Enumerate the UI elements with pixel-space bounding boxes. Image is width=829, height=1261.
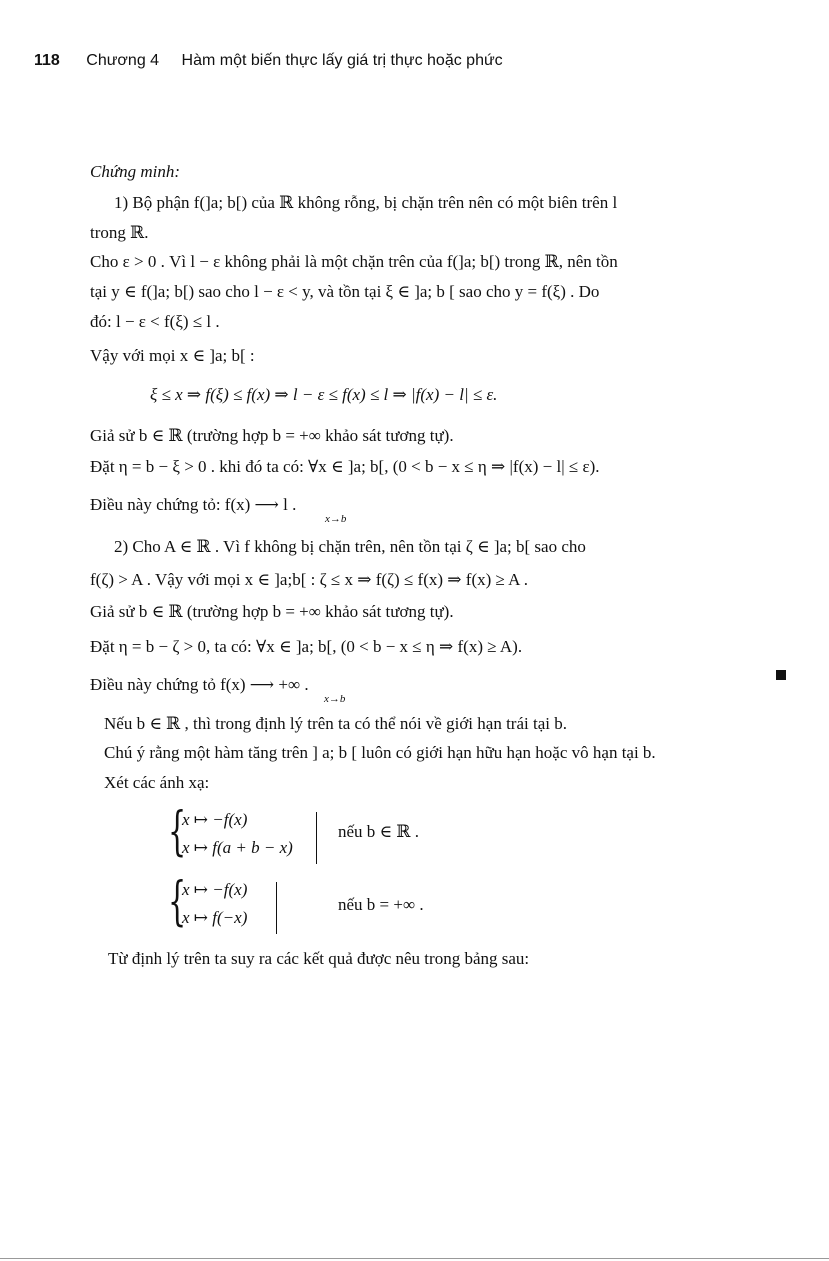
- limit-subscript-1: x→b: [325, 513, 347, 525]
- left-brace: {: [168, 872, 187, 932]
- map-1-row-1: x ↦ −f(x): [182, 810, 248, 829]
- chapter-label: Chương 4: [86, 52, 160, 69]
- map-2-row-2: x ↦ f(−x): [182, 908, 248, 927]
- text-line-13: Đặt η = b − ζ > 0, ta có: ∀x ∈ ]a; b[, (0 < b − x ≤ η ⇒ f(x) ≥ A).: [90, 637, 523, 656]
- text-line-1: 1) Bộ phận f(]a; b[) của ℝ không rỗng, bị chặn trên nên có một biên trên l: [114, 193, 618, 212]
- map-2-row-1: x ↦ −f(x): [182, 880, 248, 899]
- text-line-18: Từ định lý trên ta suy ra các kết quả được nêu trong bảng sau:: [108, 949, 530, 968]
- text-line-10: 2) Cho A ∈ ℝ . Vì f không bị chặn trên, nên tồn tại ζ ∈ ]a; b[ sao cho: [114, 537, 586, 556]
- conclusion-1: Điều này chứng tỏ: f(x) ⟶ l .: [90, 495, 297, 514]
- page-bottom-edge: [0, 1258, 829, 1259]
- map-2-condition: nếu b = +∞ .: [338, 895, 424, 914]
- proof-label: Chứng minh:: [90, 162, 181, 181]
- text-line-17: Xét các ánh xạ:: [104, 773, 210, 792]
- text-line-11: f(ζ) > A . Vậy với mọi x ∈ ]a;b[ : ζ ≤ x ⇒ f(ζ) ≤ f(x) ⇒ f(x) ≥ A .: [90, 570, 528, 589]
- map-system-2: [168, 872, 288, 940]
- map-1-row-2: x ↦ f(a + b − x): [182, 838, 293, 857]
- text-line-6: Vậy với mọi x ∈ ]a; b[ :: [90, 346, 255, 365]
- text-line-9: [90, 494, 347, 525]
- page-header: [34, 52, 503, 70]
- text-line-15: Nếu b ∈ ℝ , thì trong định lý trên ta có thể nói về giới hạn trái tại b.: [104, 714, 567, 733]
- chapter-title: Hàm một biến thực lấy giá trị thực hoặc phức: [181, 52, 503, 69]
- separator-bar: [316, 812, 317, 864]
- text-line-16: Chú ý rằng một hàm tăng trên ] a; b [ luôn có giới hạn hữu hạn hoặc vô hạn tại b.: [104, 743, 656, 762]
- equation-1: ξ ≤ x ⇒ f(ξ) ≤ f(x) ⇒ l − ε ≤ f(x) ≤ l ⇒ |f(x) − l| ≤ ε.: [150, 385, 498, 404]
- text-line-3: Cho ε > 0 . Vì l − ε không phải là một chặn trên của f(]a; b[) trong ℝ, nên tồn: [90, 252, 618, 271]
- text-line-7: Giả sử b ∈ ℝ (trường hợp b = +∞ khảo sát tương tự).: [90, 426, 454, 445]
- page-number: 118: [34, 52, 60, 69]
- text-line-14: [90, 674, 346, 705]
- map-system-1: [168, 802, 328, 870]
- left-brace: {: [168, 802, 187, 862]
- text-line-4: tại y ∈ f(]a; b[) sao cho l − ε < y, và tồn tại ξ ∈ ]a; b [ sao cho y = f(ξ) . Do: [90, 282, 600, 301]
- limit-subscript-2: x→b: [324, 693, 346, 705]
- text-line-2: trong ℝ.: [90, 223, 149, 242]
- map-1-condition: nếu b ∈ ℝ .: [338, 822, 420, 841]
- text-line-12: Giả sử b ∈ ℝ (trường hợp b = +∞ khảo sát tương tự).: [90, 602, 454, 621]
- text-line-5: đó: l − ε < f(ξ) ≤ l .: [90, 312, 220, 331]
- conclusion-2: Điều này chứng tỏ f(x) ⟶ +∞ .: [90, 675, 309, 694]
- text-line-8: Đặt η = b − ξ > 0 . khi đó ta có: ∀x ∈ ]a; b[, (0 < b − x ≤ η ⇒ |f(x) − l| ≤ ε).: [90, 457, 600, 476]
- qed-square: [776, 670, 786, 680]
- separator-bar: [276, 882, 277, 934]
